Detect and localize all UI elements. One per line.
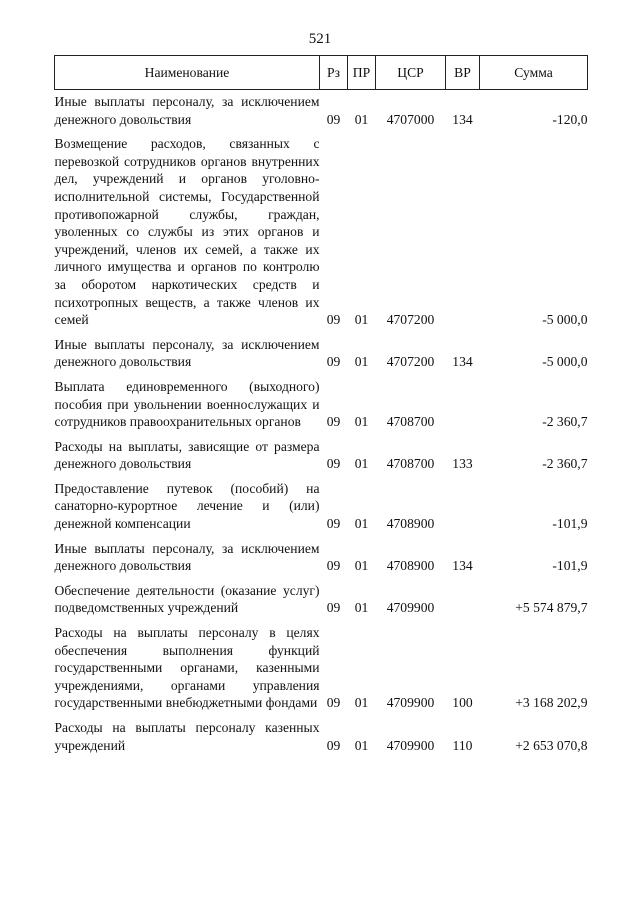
row-name: Расходы на выплаты, зависящие от размера денежного довольствия [54, 438, 320, 472]
row-pr: 01 [354, 737, 369, 753]
row-vr: 134 [452, 558, 473, 574]
row-name: Выплата единовременного (выходного) пособия при увольнении военнослужащих и сотрудников правоохранительных органов [54, 378, 320, 430]
table-row [55, 533, 588, 575]
table-row [55, 128, 588, 329]
row-pr: 01 [354, 456, 369, 472]
header-csr: ЦСР [376, 56, 446, 90]
table-row [55, 617, 588, 712]
row-sum: -2 360,7 [542, 414, 588, 430]
header-pr: ПР [348, 56, 376, 90]
table-row [55, 431, 588, 473]
row-sum: -101,9 [552, 516, 588, 532]
row-vr: 134 [452, 354, 473, 370]
row-vr: 110 [452, 737, 473, 753]
row-csr: 4708900 [386, 558, 435, 574]
row-name: Иные выплаты персоналу, за исключением денежного довольствия [54, 336, 320, 370]
table-body [55, 90, 588, 755]
row-sum: +2 653 070,8 [515, 737, 588, 753]
row-name: Расходы на выплаты персоналу в целях обеспечения выполнения функций государственными органами, казенными учреждениями, органами управления государственными внебюджетными фондами [54, 625, 320, 711]
row-csr: 4708700 [386, 456, 435, 472]
row-name: Иные выплаты персоналу, за исключением денежного довольствия [54, 94, 320, 127]
row-name: Возмещение расходов, связанных с перевозкой сотрудников органов внутренних дел, учреждений и органов уголовно-исполнительной системы, Государственной противопожарной службы, граждан, уволенных со службы из этих органов и учреждений, членов их семей, а также их личного имущества и органов по контролю за оборотом наркотических средств и психотропных веществ, а также членов их семей [54, 136, 320, 328]
row-csr: 4707200 [386, 312, 435, 328]
page-number: 521 [308, 31, 332, 47]
row-vr: 100 [452, 695, 473, 711]
row-name: Предоставление путевок (пособий) на санаторно-курортное лечение и (или) денежной компенсации [54, 480, 320, 532]
row-vr: 133 [452, 456, 473, 472]
row-pr: 01 [354, 516, 369, 532]
row-vr [446, 128, 480, 329]
budget-table [54, 55, 588, 754]
row-pr: 01 [354, 414, 369, 430]
table-row [55, 575, 588, 617]
row-vr [446, 371, 480, 431]
row-csr: 4709900 [386, 737, 435, 753]
header-vr: ВР [446, 56, 480, 90]
table-row [55, 371, 588, 431]
row-vr [446, 473, 480, 533]
row-rz: 09 [326, 737, 341, 753]
row-sum: -2 360,7 [542, 456, 588, 472]
row-rz: 09 [326, 354, 341, 370]
row-name: Расходы на выплаты персоналу казенных учреждений [54, 720, 320, 753]
row-vr: 134 [452, 111, 473, 127]
row-csr: 4707000 [386, 111, 435, 127]
row-name: Обеспечение деятельности (оказание услуг) подведомственных учреждений [54, 582, 320, 616]
row-sum: -5 000,0 [542, 354, 588, 370]
row-sum: -101,9 [552, 558, 588, 574]
header-row [55, 56, 588, 90]
row-rz: 09 [326, 456, 341, 472]
row-pr: 01 [354, 111, 369, 127]
row-csr: 4709900 [386, 600, 435, 616]
row-rz: 09 [326, 516, 341, 532]
row-csr: 4708900 [386, 516, 435, 532]
row-pr: 01 [354, 600, 369, 616]
row-rz: 09 [326, 695, 341, 711]
row-pr: 01 [354, 558, 369, 574]
row-sum: -5 000,0 [542, 312, 588, 328]
row-csr: 4707200 [386, 354, 435, 370]
row-rz: 09 [326, 600, 341, 616]
table-row [55, 329, 588, 371]
row-pr: 01 [354, 354, 369, 370]
row-csr: 4709900 [386, 695, 435, 711]
table-row [55, 712, 588, 754]
row-rz: 09 [326, 558, 341, 574]
row-vr [446, 575, 480, 617]
row-name: Иные выплаты персоналу, за исключением денежного довольствия [54, 540, 320, 574]
row-sum: +3 168 202,9 [515, 695, 588, 711]
row-sum: -120,0 [552, 111, 588, 127]
row-rz: 09 [326, 111, 341, 127]
row-rz: 09 [326, 414, 341, 430]
row-sum: +5 574 879,7 [515, 600, 588, 616]
row-pr: 01 [354, 312, 369, 328]
row-pr: 01 [354, 695, 369, 711]
header-rz: Рз [320, 56, 348, 90]
table-row [55, 90, 588, 129]
row-csr: 4708700 [386, 414, 435, 430]
table-header [55, 56, 588, 90]
row-rz: 09 [326, 312, 341, 328]
header-name: Наименование [55, 56, 320, 90]
table-row [55, 473, 588, 533]
header-sum: Сумма [480, 56, 588, 90]
